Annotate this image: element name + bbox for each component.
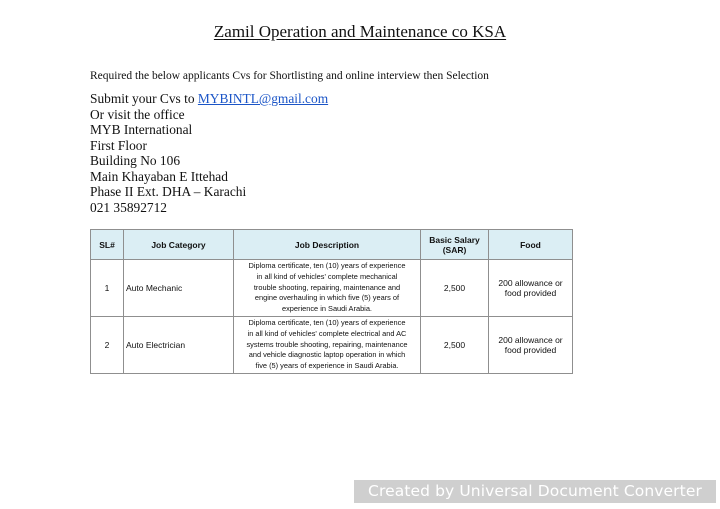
row-job-category: Auto Mechanic	[124, 260, 234, 317]
address-line-phone: 021 35892712	[90, 199, 167, 215]
description-line: experience in Saudi Arabia.	[282, 304, 372, 314]
address-line-area: Phase II Ext. DHA – Karachi	[90, 184, 247, 199]
description-line: five (5) years of experience in Saudi Arabia.	[255, 361, 399, 371]
address-line-floor: First Floor	[90, 137, 147, 153]
intro-text: Required the below applicants Cvs for Shortlisting and online interview then Selection	[90, 70, 489, 82]
row-job-description	[234, 260, 421, 317]
header-sl: SL#	[91, 230, 124, 260]
table-header-row	[91, 230, 573, 260]
address-line-company: MYB International	[90, 122, 193, 137]
header-job-category: Job Category	[124, 230, 234, 260]
submit-line	[90, 91, 328, 107]
table-row	[91, 260, 573, 317]
description-line: and vehicle diagnostic laptop operation in which	[248, 350, 406, 360]
food-line1: 200 allowance or	[498, 335, 563, 345]
header-job-description: Job Description	[234, 230, 421, 260]
row-sl: 2	[91, 317, 124, 374]
row-sl: 1	[91, 260, 124, 317]
address-line-building: Building No 106	[90, 153, 181, 168]
description-line: Diploma certificate, ten (10) years of experience	[248, 260, 406, 270]
header-basic-salary	[421, 230, 489, 260]
description-line: engine overhauling in which five (5) years of	[254, 293, 400, 303]
food-line2: food provided	[504, 345, 557, 355]
row-basic-salary: 2,500	[421, 260, 489, 317]
row-food	[489, 317, 573, 374]
table-row	[91, 317, 573, 374]
contact-block	[90, 91, 328, 215]
food-line1: 200 allowance or	[498, 278, 563, 288]
address-line-street: Main Khayaban E Ittehad	[90, 168, 228, 184]
description-line: in all kind of vehicles' complete mechanical	[256, 271, 398, 281]
row-job-category: Auto Electrician	[124, 317, 234, 374]
row-food	[489, 260, 573, 317]
page-title: Zamil Operation and Maintenance co KSA	[213, 22, 507, 41]
jobs-table	[90, 229, 573, 374]
header-salary-line2: (SAR)	[442, 244, 467, 255]
row-basic-salary: 2,500	[421, 317, 489, 374]
description-line: trouble shooting, repairing, maintenance and	[253, 282, 401, 292]
row-job-description	[234, 317, 421, 374]
converter-watermark: Created by Universal Document Converter	[354, 480, 716, 503]
address-line-visit: Or visit the office	[90, 106, 185, 122]
description-line: systems trouble shooting, repairing, maintenance	[246, 339, 408, 349]
food-line2: food provided	[504, 288, 557, 298]
description-line: in all kind of vehicles' complete electrical and AC	[247, 328, 407, 338]
submit-prefix: Submit your Cvs to	[90, 91, 198, 106]
email-link[interactable]: MYBINTL@gmail.com	[197, 91, 329, 106]
description-line: Diploma certificate, ten (10) years of experience	[248, 317, 406, 327]
header-food: Food	[489, 230, 573, 260]
header-salary-line1: Basic Salary	[429, 234, 480, 245]
